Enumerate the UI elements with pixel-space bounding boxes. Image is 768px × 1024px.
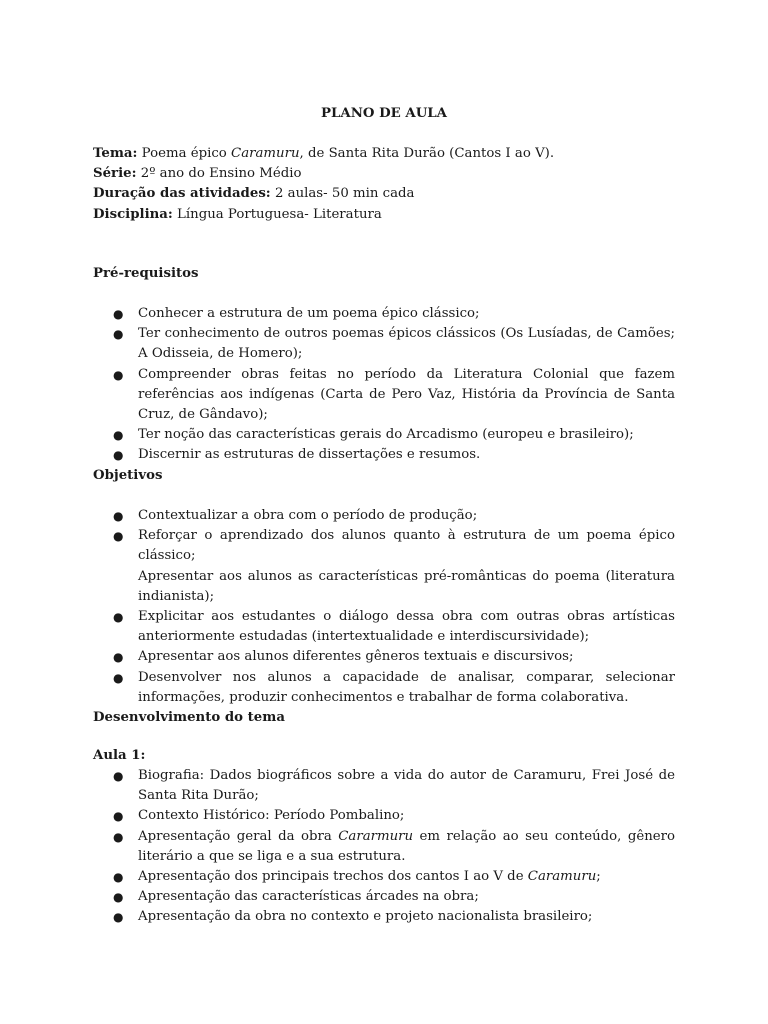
bullet-icon: ●	[113, 428, 124, 443]
bullet-icon: ●	[113, 890, 124, 905]
list-item: ● Contextualizar a obra com o período de produção;	[93, 506, 675, 526]
tema-line	[93, 144, 683, 164]
objetivos-list	[93, 506, 675, 708]
bullet-icon: ●	[113, 529, 124, 544]
list-item: ● Ter noção das características gerais do Arcadismo (europeu e brasileiro);	[93, 425, 675, 445]
list-item: ● Biografia: Dados biográficos sobre a vida do autor de Caramuru, Frei José de Santa Rita Durão;	[113, 768, 675, 804]
list-item: ● Contexto Histórico: Período Pombalino;	[93, 806, 675, 826]
bullet-icon: ●	[113, 367, 124, 382]
tema-label: Tema:	[93, 146, 138, 161]
serie-value: 2º ano do Ensino Médio	[140, 166, 302, 182]
list-item: ● Explicitar aos estudantes o diálogo dessa obra com outras obras artísticas anteriormente estudadas (intertextualidade e interdiscursividade);	[113, 609, 675, 645]
list-item: ● Apresentação dos principais trechos dos cantos I ao V de Caramuru;	[93, 867, 675, 887]
disciplina-line	[93, 205, 683, 225]
disciplina-label: Disciplina:	[93, 206, 173, 222]
bullet-icon: ●	[113, 910, 124, 925]
objetivos-heading: Objetivos	[93, 468, 163, 483]
list-item: ● Desenvolver nos alunos a capacidade de analisar, comparar, selecionar informações, produzir conhecimentos e trabalhar de forma colaborativa.	[113, 669, 675, 705]
bullet-icon: ●	[113, 327, 124, 342]
list-item: Apresentar aos alunos as características pré-românticas do poema (literatura indianista);	[138, 568, 675, 604]
tema-value-end: , de Santa Rita Durão (Cantos I ao V).	[299, 146, 555, 161]
serie-line	[93, 164, 683, 184]
list-item: ● Compreender obras feitas no período da Literatura Colonial que fazem referências aos indígenas (Carta de Pero Vaz, História da Província de Santa Cruz, de Gândavo);	[113, 366, 675, 423]
bullet-icon: ●	[113, 509, 124, 523]
duracao-line	[93, 184, 683, 204]
list-item: ● Apresentar aos alunos diferentes gêneros textuais e discursivos;	[93, 647, 675, 667]
lesson-metadata	[93, 144, 683, 225]
tema-value-italic: Caramuru	[231, 146, 300, 161]
bullet-icon: ●	[113, 307, 124, 321]
list-item: ● Conhecer a estrutura de um poema épico clássico;	[93, 304, 675, 324]
bullet-icon: ●	[113, 769, 124, 783]
list-item: ● Apresentação das características árcades na obra;	[93, 887, 675, 907]
serie-label: Série:	[93, 166, 137, 182]
bullet-icon: ●	[113, 829, 124, 844]
bullet-icon: ●	[113, 809, 124, 824]
duracao-label: Duração das atividades:	[93, 186, 271, 202]
tema-value-start: Poema épico	[141, 146, 232, 161]
duracao-value: 2 aulas- 50 min cada	[274, 186, 415, 202]
desenvolvimento-heading: Desenvolvimento do tema	[93, 710, 285, 725]
list-item: ● Apresentação geral da obra Cararmuru em relação ao seu conteúdo, gênero literário a que se liga e a sua estrutura.	[113, 828, 676, 864]
aula1-list	[93, 766, 675, 928]
list-item: ● Apresentação da obra no contexto e projeto nacionalista brasileiro;	[93, 907, 675, 927]
bullet-icon: ●	[113, 448, 124, 463]
aula1-heading: Aula 1:	[93, 748, 146, 763]
bullet-icon: ●	[113, 870, 124, 885]
bullet-icon: ●	[113, 610, 124, 625]
list-item: ● Reforçar o aprendizado dos alunos quanto à estrutura de um poema épico clássico;	[113, 528, 675, 564]
bullet-icon: ●	[113, 650, 124, 665]
disciplina-value: Língua Portuguesa- Literatura	[177, 206, 382, 222]
document-title: PLANO DE AULA	[321, 106, 447, 121]
prerequisitos-heading: Pré-requisitos	[93, 266, 199, 281]
bullet-icon: ●	[113, 670, 124, 685]
prerequisitos-list	[93, 304, 675, 466]
list-item: ● Discernir as estruturas de dissertações e resumos.	[93, 445, 675, 465]
list-item: ● Ter conhecimento de outros poemas épicos clássicos (Os Lusíadas, de Camões; A Odisseia, de Homero);	[113, 326, 675, 362]
